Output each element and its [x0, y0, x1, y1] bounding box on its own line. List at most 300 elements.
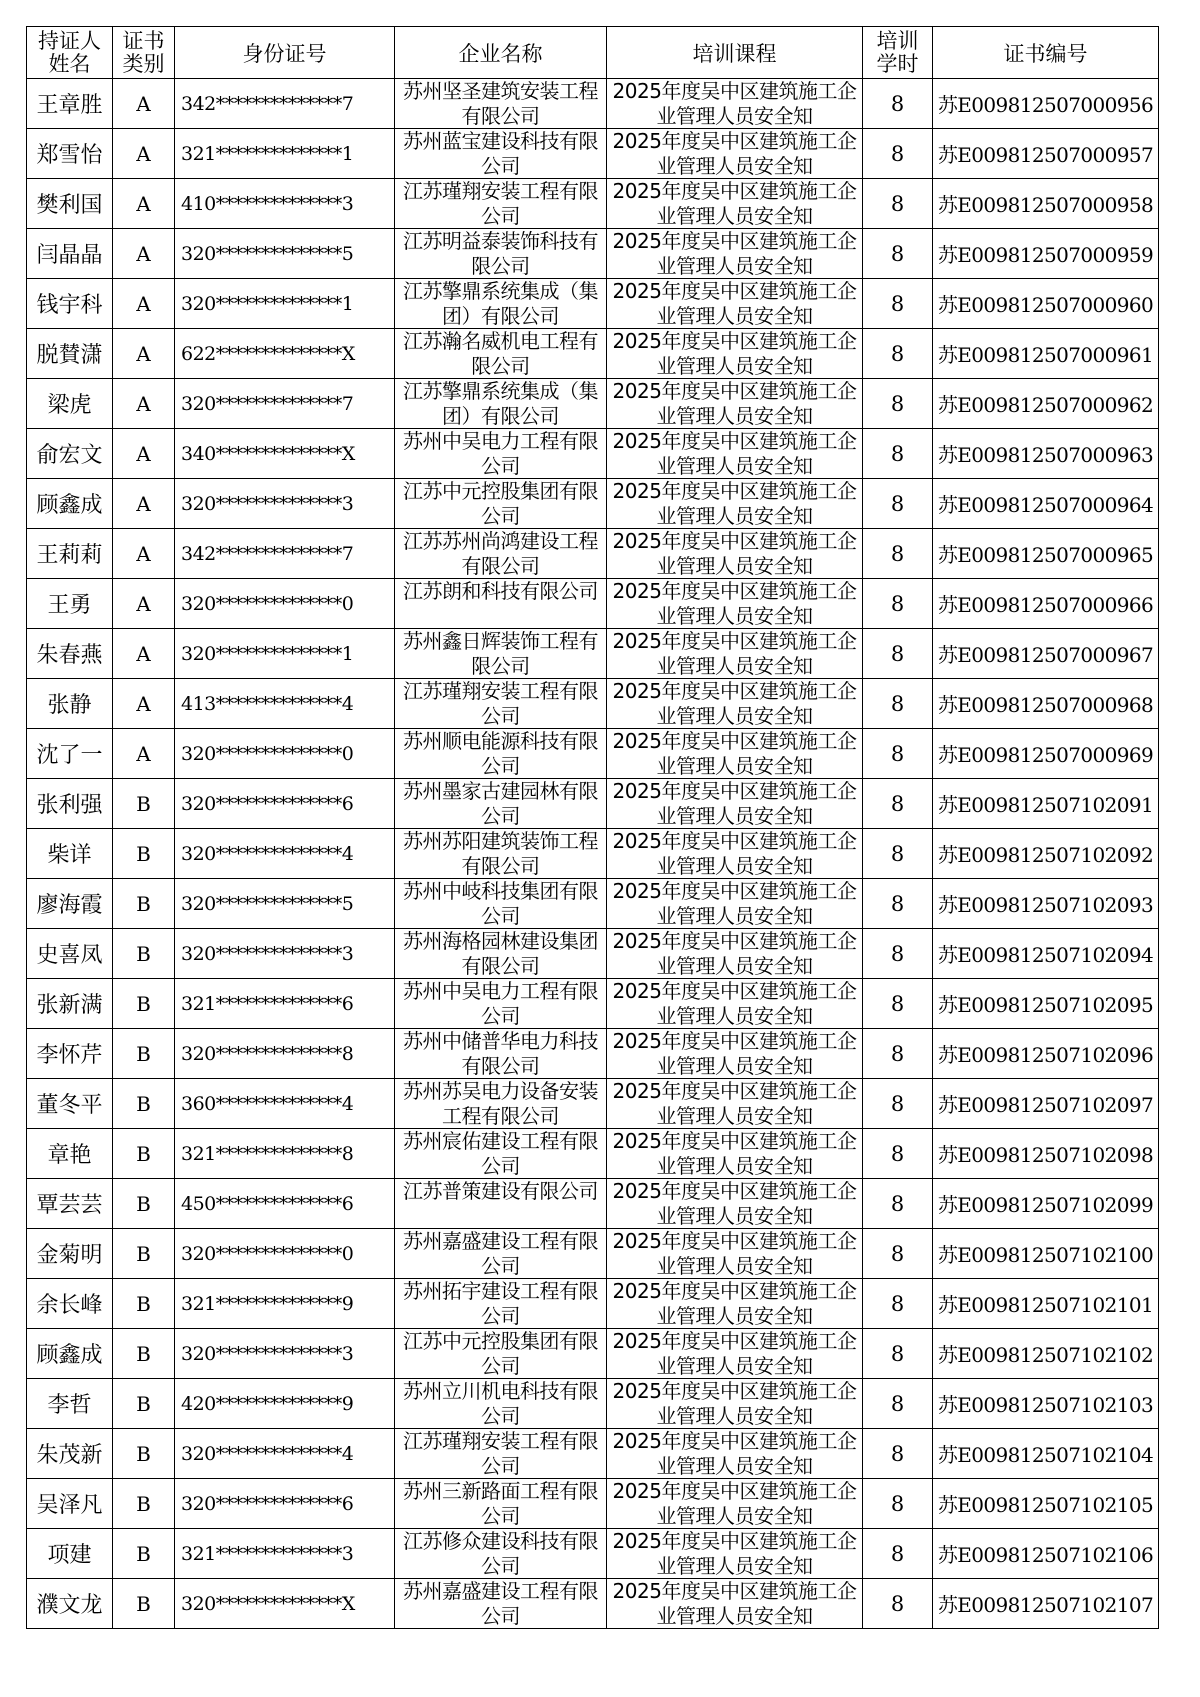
id-number-cell: 320**************0: [175, 1229, 395, 1279]
company-name-cell-text: 苏州墨家古建园林有限公司: [403, 779, 598, 828]
training-course-cell: [607, 1229, 863, 1279]
training-hours-cell: 8: [863, 129, 933, 179]
header-cert-category-line1: 证书: [122, 28, 165, 53]
header-holder-name-line2: 姓名: [48, 51, 91, 76]
id-number-cell: 420**************9: [175, 1379, 395, 1429]
holder-name-cell: 吴泽凡: [27, 1479, 113, 1529]
cert-number-cell: 苏E009812507000958: [933, 179, 1159, 229]
company-name-cell-text: 江苏瑾翔安装工程有限公司: [403, 1429, 598, 1478]
cert-category-cell: A: [113, 329, 175, 379]
cert-number-cell: 苏E009812507000956: [933, 79, 1159, 129]
cert-category-cell: B: [113, 1579, 175, 1629]
cert-category-cell: B: [113, 1379, 175, 1429]
cert-number-cell: 苏E009812507102101: [933, 1279, 1159, 1329]
holder-name-cell: 朱春燕: [27, 629, 113, 679]
table-row: [27, 629, 1159, 679]
training-hours-cell: 8: [863, 629, 933, 679]
cert-number-cell: 苏E009812507000959: [933, 229, 1159, 279]
company-name-cell-text: 江苏明益泰装饰科技有限公司: [403, 229, 598, 278]
id-number-cell: 321**************8: [175, 1129, 395, 1179]
cert-number-cell: 苏E009812507102092: [933, 829, 1159, 879]
table-row: [27, 579, 1159, 629]
cert-category-cell: A: [113, 579, 175, 629]
training-course-cell: [607, 679, 863, 729]
table-row: [27, 779, 1159, 829]
training-course-cell: [607, 479, 863, 529]
holder-name-cell: 史喜凤: [27, 929, 113, 979]
company-name-cell: [395, 1529, 607, 1579]
cert-number-cell: 苏E009812507000966: [933, 579, 1159, 629]
company-name-cell-text: 江苏擎鼎系统集成（集团）有限公司: [403, 279, 598, 328]
id-number-cell: 320**************4: [175, 1429, 395, 1479]
company-name-cell-text: 苏州顺电能源科技有限公司: [403, 729, 598, 778]
table-row: [27, 1479, 1159, 1529]
company-name-cell-text: 苏州中吴电力工程有限公司: [403, 979, 598, 1028]
training-course-cell-text: 2025年度吴中区建筑施工企业管理人员安全知: [612, 1379, 857, 1428]
training-hours-cell: 8: [863, 329, 933, 379]
company-name-cell: [395, 79, 607, 129]
company-name-cell-text: 苏州中储普华电力科技有限公司: [403, 1029, 598, 1078]
cert-category-cell: A: [113, 729, 175, 779]
training-course-cell-text: 2025年度吴中区建筑施工企业管理人员安全知: [612, 879, 857, 928]
company-name-cell: [395, 329, 607, 379]
company-name-cell: [395, 179, 607, 229]
id-number-cell: 413**************4: [175, 679, 395, 729]
company-name-cell: [395, 779, 607, 829]
company-name-cell: [395, 1329, 607, 1379]
training-hours-cell: 8: [863, 1029, 933, 1079]
cert-category-cell: A: [113, 429, 175, 479]
training-course-cell-text: 2025年度吴中区建筑施工企业管理人员安全知: [612, 629, 857, 678]
id-number-cell: 320**************X: [175, 1579, 395, 1629]
holder-name-cell: 余长峰: [27, 1279, 113, 1329]
holder-name-cell: 董冬平: [27, 1079, 113, 1129]
cert-category-cell: B: [113, 1529, 175, 1579]
company-name-cell: [395, 1279, 607, 1329]
id-number-cell: 321**************3: [175, 1529, 395, 1579]
holder-name-cell: 廖海霞: [27, 879, 113, 929]
table-row: [27, 479, 1159, 529]
header-training-hours-line1: 培训: [876, 28, 919, 53]
holder-name-cell: 顾鑫成: [27, 479, 113, 529]
holder-name-cell: 樊利国: [27, 179, 113, 229]
training-course-cell-text: 2025年度吴中区建筑施工企业管理人员安全知: [612, 1529, 857, 1578]
table-row: [27, 1229, 1159, 1279]
header-holder-name-line1: 持证人: [38, 28, 101, 53]
company-name-cell: [395, 629, 607, 679]
company-name-cell-text: 苏州嘉盛建设工程有限公司: [403, 1579, 598, 1628]
training-hours-cell: 8: [863, 979, 933, 1029]
cert-number-cell: 苏E009812507102105: [933, 1479, 1159, 1529]
table-row: [27, 79, 1159, 129]
table-row: [27, 129, 1159, 179]
cert-category-cell: B: [113, 1179, 175, 1229]
header-company-name: 企业名称: [395, 27, 607, 79]
company-name-cell-text: 江苏苏州尚鸿建设工程有限公司: [403, 529, 598, 578]
holder-name-cell: 朱茂新: [27, 1429, 113, 1479]
id-number-cell: 360**************4: [175, 1079, 395, 1129]
cert-number-cell: 苏E009812507102106: [933, 1529, 1159, 1579]
training-course-cell: [607, 1379, 863, 1429]
table-row: [27, 329, 1159, 379]
training-course-cell-text: 2025年度吴中区建筑施工企业管理人员安全知: [612, 179, 857, 228]
training-course-cell-text: 2025年度吴中区建筑施工企业管理人员安全知: [612, 329, 857, 378]
training-hours-cell: 8: [863, 779, 933, 829]
cert-number-cell: 苏E009812507000965: [933, 529, 1159, 579]
training-course-cell: [607, 379, 863, 429]
cert-category-cell: B: [113, 779, 175, 829]
table-row: [27, 279, 1159, 329]
company-name-cell-text: 江苏修众建设科技有限公司: [403, 1529, 598, 1578]
training-course-cell: [607, 1129, 863, 1179]
company-name-cell-text: 江苏瑾翔安装工程有限公司: [403, 679, 598, 728]
training-course-cell-text: 2025年度吴中区建筑施工企业管理人员安全知: [612, 1479, 857, 1528]
header-row: [27, 27, 1159, 79]
table-row: [27, 1579, 1159, 1629]
company-name-cell: [395, 879, 607, 929]
table-row: [27, 1279, 1159, 1329]
id-number-cell: 342**************7: [175, 529, 395, 579]
header-training-course: 培训课程: [607, 27, 863, 79]
training-course-cell: [607, 1529, 863, 1579]
training-course-cell-text: 2025年度吴中区建筑施工企业管理人员安全知: [612, 729, 857, 778]
cert-category-cell: A: [113, 79, 175, 129]
training-course-cell-text: 2025年度吴中区建筑施工企业管理人员安全知: [612, 479, 857, 528]
training-course-cell-text: 2025年度吴中区建筑施工企业管理人员安全知: [612, 1079, 857, 1128]
id-number-cell: 320**************6: [175, 1479, 395, 1529]
training-course-cell-text: 2025年度吴中区建筑施工企业管理人员安全知: [612, 829, 857, 878]
company-name-cell-text: 苏州苏吴电力设备安装工程有限公司: [403, 1079, 598, 1128]
id-number-cell: 320**************4: [175, 829, 395, 879]
cert-category-cell: A: [113, 129, 175, 179]
holder-name-cell: 张静: [27, 679, 113, 729]
company-name-cell-text: 苏州中吴电力工程有限公司: [403, 429, 598, 478]
training-hours-cell: 8: [863, 1379, 933, 1429]
id-number-cell: 410**************3: [175, 179, 395, 229]
training-course-cell-text: 2025年度吴中区建筑施工企业管理人员安全知: [612, 779, 857, 828]
id-number-cell: 450**************6: [175, 1179, 395, 1229]
cert-category-cell: A: [113, 529, 175, 579]
cert-category-cell: B: [113, 979, 175, 1029]
company-name-cell: [395, 529, 607, 579]
id-number-cell: 320**************3: [175, 479, 395, 529]
table-row: [27, 179, 1159, 229]
training-hours-cell: 8: [863, 729, 933, 779]
holder-name-cell: 王莉莉: [27, 529, 113, 579]
table-row: [27, 1179, 1159, 1229]
id-number-cell: 320**************3: [175, 929, 395, 979]
training-hours-cell: 8: [863, 1329, 933, 1379]
company-name-cell-text: 江苏普策建设有限公司: [403, 1179, 598, 1203]
cert-number-cell: 苏E009812507102091: [933, 779, 1159, 829]
company-name-cell: [395, 1479, 607, 1529]
id-number-cell: 320**************1: [175, 629, 395, 679]
training-course-cell: [607, 179, 863, 229]
cert-category-cell: B: [113, 1129, 175, 1179]
cert-number-cell: 苏E009812507000963: [933, 429, 1159, 479]
certificate-table: [26, 26, 1159, 1629]
table-row: [27, 1129, 1159, 1179]
company-name-cell: [395, 429, 607, 479]
training-course-cell: [607, 729, 863, 779]
training-course-cell: [607, 829, 863, 879]
training-course-cell: [607, 1279, 863, 1329]
table-row: [27, 529, 1159, 579]
header-holder-name: [27, 27, 113, 79]
company-name-cell: [395, 829, 607, 879]
cert-number-cell: 苏E009812507102107: [933, 1579, 1159, 1629]
id-number-cell: 320**************1: [175, 279, 395, 329]
training-course-cell: [607, 629, 863, 679]
company-name-cell: [395, 1429, 607, 1479]
training-hours-cell: 8: [863, 679, 933, 729]
training-hours-cell: 8: [863, 1279, 933, 1329]
company-name-cell: [395, 579, 607, 629]
cert-number-cell: 苏E009812507102103: [933, 1379, 1159, 1429]
training-course-cell-text: 2025年度吴中区建筑施工企业管理人员安全知: [612, 979, 857, 1028]
id-number-cell: 320**************5: [175, 229, 395, 279]
company-name-cell-text: 江苏朗和科技有限公司: [403, 579, 598, 603]
cert-category-cell: B: [113, 879, 175, 929]
cert-category-cell: B: [113, 1479, 175, 1529]
training-course-cell: [607, 329, 863, 379]
table-row: [27, 1079, 1159, 1129]
company-name-cell-text: 苏州三新路面工程有限公司: [403, 1479, 598, 1528]
table-body: [27, 79, 1159, 1629]
holder-name-cell: 俞宏文: [27, 429, 113, 479]
header-training-hours: [863, 27, 933, 79]
cert-number-cell: 苏E009812507000964: [933, 479, 1159, 529]
company-name-cell-text: 江苏中元控股集团有限公司: [403, 479, 598, 528]
training-course-cell: [607, 529, 863, 579]
training-course-cell-text: 2025年度吴中区建筑施工企业管理人员安全知: [612, 929, 857, 978]
cert-category-cell: A: [113, 279, 175, 329]
table-row: [27, 379, 1159, 429]
training-course-cell: [607, 1079, 863, 1129]
company-name-cell: [395, 1579, 607, 1629]
company-name-cell-text: 苏州宸佑建设工程有限公司: [403, 1129, 598, 1178]
company-name-cell-text: 江苏中元控股集团有限公司: [403, 1329, 598, 1378]
company-name-cell-text: 苏州苏阳建筑装饰工程有限公司: [403, 829, 598, 878]
company-name-cell: [395, 1229, 607, 1279]
header-training-hours-line2: 学时: [876, 51, 919, 76]
id-number-cell: 320**************8: [175, 1029, 395, 1079]
id-number-cell: 320**************0: [175, 579, 395, 629]
company-name-cell-text: 江苏瑾翔安装工程有限公司: [403, 179, 598, 228]
table-row: [27, 429, 1159, 479]
table-row: [27, 879, 1159, 929]
cert-category-cell: B: [113, 1079, 175, 1129]
training-course-cell: [607, 579, 863, 629]
training-course-cell: [607, 129, 863, 179]
holder-name-cell: 梁虎: [27, 379, 113, 429]
training-hours-cell: 8: [863, 879, 933, 929]
training-course-cell: [607, 1329, 863, 1379]
company-name-cell-text: 苏州拓宇建设工程有限公司: [403, 1279, 598, 1328]
header-cert-category-line2: 类别: [122, 51, 165, 76]
training-course-cell-text: 2025年度吴中区建筑施工企业管理人员安全知: [612, 679, 857, 728]
cert-number-cell: 苏E009812507102100: [933, 1229, 1159, 1279]
training-course-cell: [607, 1479, 863, 1529]
cert-category-cell: A: [113, 379, 175, 429]
table-row: [27, 979, 1159, 1029]
holder-name-cell: 闫晶晶: [27, 229, 113, 279]
id-number-cell: 320**************3: [175, 1329, 395, 1379]
cert-number-cell: 苏E009812507102097: [933, 1079, 1159, 1129]
company-name-cell: [395, 229, 607, 279]
cert-number-cell: 苏E009812507000960: [933, 279, 1159, 329]
id-number-cell: 321**************1: [175, 129, 395, 179]
holder-name-cell: 章艳: [27, 1129, 113, 1179]
company-name-cell: [395, 1029, 607, 1079]
training-course-cell-text: 2025年度吴中区建筑施工企业管理人员安全知: [612, 1029, 857, 1078]
cert-category-cell: B: [113, 1229, 175, 1279]
header-cert-number: 证书编号: [933, 27, 1159, 79]
company-name-cell: [395, 1079, 607, 1129]
holder-name-cell: 张利强: [27, 779, 113, 829]
training-course-cell-text: 2025年度吴中区建筑施工企业管理人员安全知: [612, 1179, 857, 1228]
cert-category-cell: B: [113, 1429, 175, 1479]
training-course-cell-text: 2025年度吴中区建筑施工企业管理人员安全知: [612, 379, 857, 428]
training-hours-cell: 8: [863, 229, 933, 279]
training-hours-cell: 8: [863, 379, 933, 429]
company-name-cell: [395, 279, 607, 329]
table-row: [27, 1029, 1159, 1079]
id-number-cell: 622**************X: [175, 329, 395, 379]
cert-category-cell: B: [113, 829, 175, 879]
holder-name-cell: 濮文龙: [27, 1579, 113, 1629]
training-hours-cell: 8: [863, 1529, 933, 1579]
company-name-cell-text: 苏州中岐科技集团有限公司: [403, 879, 598, 928]
company-name-cell-text: 江苏瀚名威机电工程有限公司: [403, 329, 598, 378]
holder-name-cell: 柴详: [27, 829, 113, 879]
company-name-cell: [395, 1129, 607, 1179]
id-number-cell: 340**************X: [175, 429, 395, 479]
training-course-cell-text: 2025年度吴中区建筑施工企业管理人员安全知: [612, 1579, 857, 1628]
training-course-cell: [607, 1029, 863, 1079]
training-course-cell: [607, 1429, 863, 1479]
training-hours-cell: 8: [863, 1479, 933, 1529]
id-number-cell: 320**************6: [175, 779, 395, 829]
id-number-cell: 320**************7: [175, 379, 395, 429]
holder-name-cell: 顾鑫成: [27, 1329, 113, 1379]
training-course-cell-text: 2025年度吴中区建筑施工企业管理人员安全知: [612, 529, 857, 578]
holder-name-cell: 郑雪怡: [27, 129, 113, 179]
training-course-cell: [607, 279, 863, 329]
cert-category-cell: B: [113, 1329, 175, 1379]
company-name-cell: [395, 1379, 607, 1429]
company-name-cell-text: 苏州鑫日辉装饰工程有限公司: [403, 629, 598, 678]
cert-number-cell: 苏E009812507000957: [933, 129, 1159, 179]
company-name-cell-text: 江苏擎鼎系统集成（集团）有限公司: [403, 379, 598, 428]
table-row: [27, 1379, 1159, 1429]
cert-number-cell: 苏E009812507102093: [933, 879, 1159, 929]
company-name-cell: [395, 379, 607, 429]
cert-number-cell: 苏E009812507102098: [933, 1129, 1159, 1179]
id-number-cell: 321**************9: [175, 1279, 395, 1329]
training-hours-cell: 8: [863, 1079, 933, 1129]
company-name-cell: [395, 929, 607, 979]
table-row: [27, 1329, 1159, 1379]
id-number-cell: 320**************5: [175, 879, 395, 929]
training-course-cell-text: 2025年度吴中区建筑施工企业管理人员安全知: [612, 229, 857, 278]
table-row: [27, 1529, 1159, 1579]
holder-name-cell: 覃芸芸: [27, 1179, 113, 1229]
cert-category-cell: A: [113, 679, 175, 729]
holder-name-cell: 王勇: [27, 579, 113, 629]
company-name-cell-text: 苏州海格园林建设集团有限公司: [403, 929, 598, 978]
training-course-cell-text: 2025年度吴中区建筑施工企业管理人员安全知: [612, 1129, 857, 1178]
table-row: [27, 679, 1159, 729]
training-course-cell: [607, 779, 863, 829]
header-cert-category: [113, 27, 175, 79]
training-hours-cell: 8: [863, 1229, 933, 1279]
company-name-cell-text: 苏州坚圣建筑安装工程有限公司: [403, 79, 598, 128]
cert-number-cell: 苏E009812507102099: [933, 1179, 1159, 1229]
training-course-cell: [607, 879, 863, 929]
training-hours-cell: 8: [863, 829, 933, 879]
table-row: [27, 729, 1159, 779]
cert-number-cell: 苏E009812507000969: [933, 729, 1159, 779]
training-course-cell-text: 2025年度吴中区建筑施工企业管理人员安全知: [612, 1429, 857, 1478]
training-hours-cell: 8: [863, 1429, 933, 1479]
cert-category-cell: B: [113, 1279, 175, 1329]
holder-name-cell: 张新满: [27, 979, 113, 1029]
table-row: [27, 1429, 1159, 1479]
training-hours-cell: 8: [863, 579, 933, 629]
cert-category-cell: A: [113, 629, 175, 679]
company-name-cell: [395, 729, 607, 779]
cert-number-cell: 苏E009812507102102: [933, 1329, 1159, 1379]
training-hours-cell: 8: [863, 79, 933, 129]
training-course-cell: [607, 979, 863, 1029]
cert-category-cell: B: [113, 929, 175, 979]
cert-number-cell: 苏E009812507102096: [933, 1029, 1159, 1079]
company-name-cell-text: 苏州嘉盛建设工程有限公司: [403, 1229, 598, 1278]
company-name-cell: [395, 1179, 607, 1229]
training-course-cell: [607, 1579, 863, 1629]
training-course-cell: [607, 929, 863, 979]
training-hours-cell: 8: [863, 529, 933, 579]
cert-number-cell: 苏E009812507000961: [933, 329, 1159, 379]
company-name-cell: [395, 479, 607, 529]
holder-name-cell: 沈了一: [27, 729, 113, 779]
cert-category-cell: A: [113, 179, 175, 229]
table-row: [27, 229, 1159, 279]
holder-name-cell: 脱賛潇: [27, 329, 113, 379]
cert-category-cell: A: [113, 229, 175, 279]
training-course-cell-text: 2025年度吴中区建筑施工企业管理人员安全知: [612, 129, 857, 178]
training-hours-cell: 8: [863, 1179, 933, 1229]
training-hours-cell: 8: [863, 279, 933, 329]
training-course-cell-text: 2025年度吴中区建筑施工企业管理人员安全知: [612, 79, 857, 128]
holder-name-cell: 李怀芹: [27, 1029, 113, 1079]
table-row: [27, 829, 1159, 879]
training-hours-cell: 8: [863, 1579, 933, 1629]
training-hours-cell: 8: [863, 1129, 933, 1179]
holder-name-cell: 金菊明: [27, 1229, 113, 1279]
training-course-cell: [607, 229, 863, 279]
cert-category-cell: A: [113, 479, 175, 529]
cert-number-cell: 苏E009812507102095: [933, 979, 1159, 1029]
id-number-cell: 342**************7: [175, 79, 395, 129]
training-course-cell-text: 2025年度吴中区建筑施工企业管理人员安全知: [612, 579, 857, 628]
training-course-cell-text: 2025年度吴中区建筑施工企业管理人员安全知: [612, 429, 857, 478]
company-name-cell-text: 苏州蓝宝建设科技有限公司: [403, 129, 598, 178]
training-hours-cell: 8: [863, 429, 933, 479]
cert-number-cell: 苏E009812507102104: [933, 1429, 1159, 1479]
training-course-cell-text: 2025年度吴中区建筑施工企业管理人员安全知: [612, 1279, 857, 1328]
